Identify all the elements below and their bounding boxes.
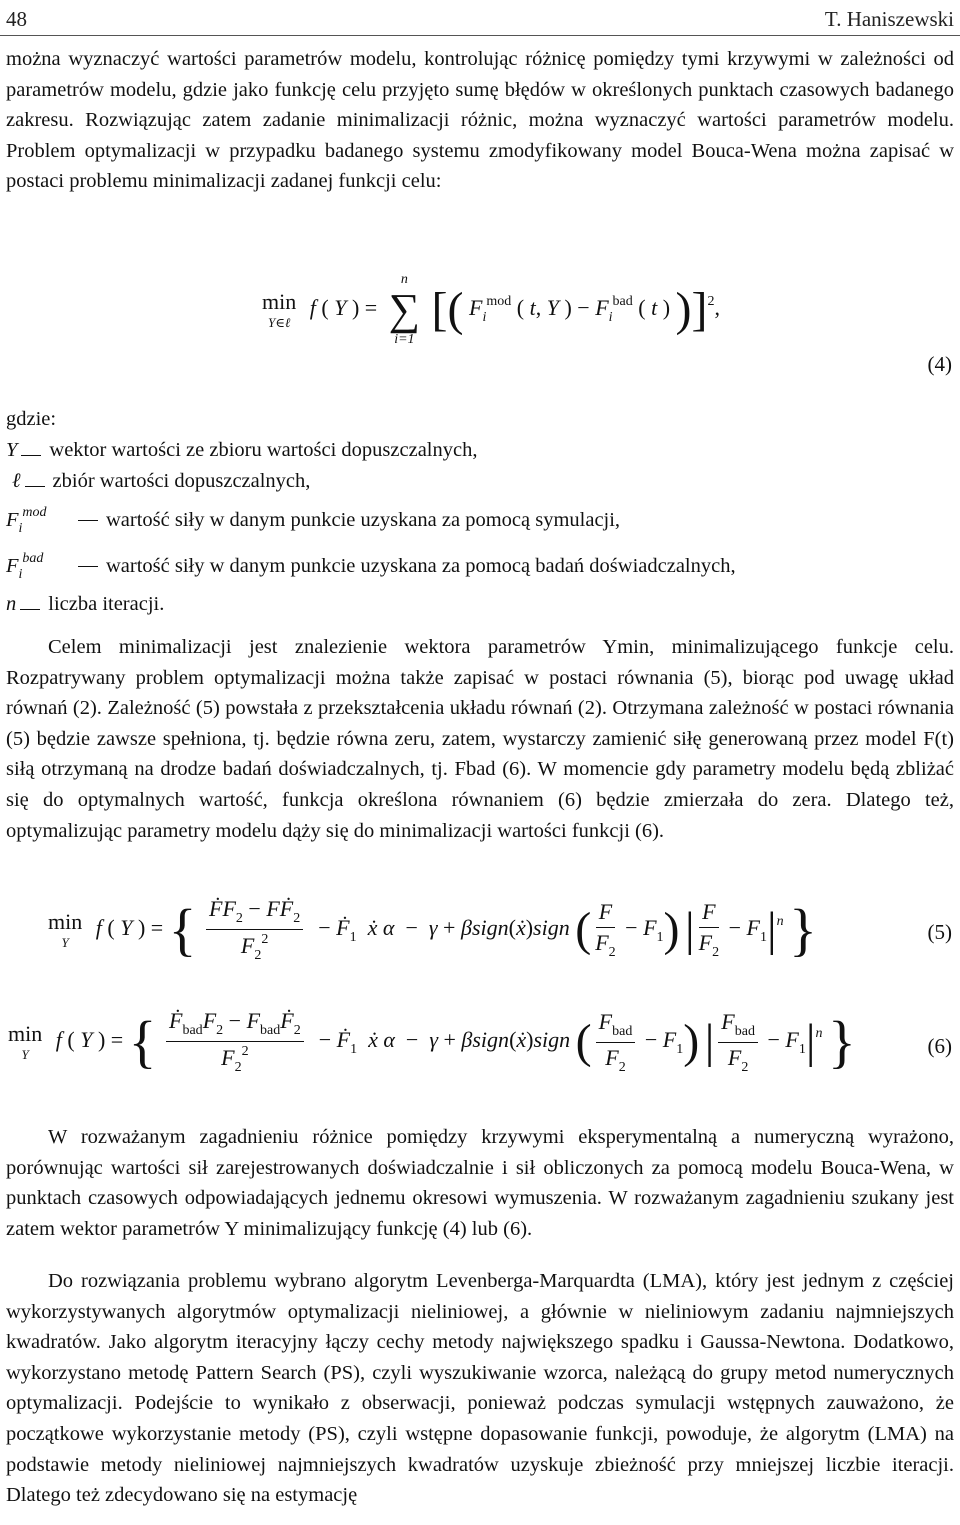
- paragraph-2: Celem minimalizacji jest znalezienie wektora parametrów Ymin, minimalizującego funkcje celu. Rozpatrywany problem optymalizacji można także zapisać w postaci równania (5), biorąc pod uwagę układ równań (2). Zależność (5) powstała z przekształcenia układu równań (2). Otrzymana zależność w postaci równania (5) będzie zawsze spełniona, tj. będzie równa zeru, zatem, wystarczy zamienić siłę generowaną przez model F(t) siłą otrzymaną na drodze badań doświadczalnych, tj. Fbad (6). W momencie gdy parametry modelu będą zbliżać się do optymalnych wartość, funkcja określona równaniem (6) będzie zmierzała do zera. Dlatego też, optymalizując parametry modelu dąży się do minimalizacji wartości funkcji (6).: [6, 636, 954, 842]
- definition-text: wektor wartości ze zbioru wartości dopuszczalnych,: [49, 439, 478, 461]
- min-operator: min Y∈ℓ: [262, 289, 297, 330]
- definition-text: wartość siły w danym punkcie uzyskana za pomocą symulacji,: [106, 508, 621, 531]
- equation-6-number: (6): [927, 1034, 952, 1058]
- definition-fmod: [6, 497, 954, 543]
- equation-4: min Y∈ℓ f ( Y ) = n ∑ i=1 [( $F_i^{mod}$ ( t, Y ) − $F_i^{bad}$ ( t ) )]$^2$,: [262, 272, 720, 347]
- sum-operator: n ∑ i=1: [388, 272, 421, 347]
- header-author: T. Haniszewski: [824, 7, 954, 31]
- gdzie-label: gdzie:: [6, 408, 57, 430]
- definition-symbol: F: [6, 508, 19, 531]
- definition-n: [6, 589, 954, 620]
- definition-sup: mod: [22, 504, 47, 520]
- equation-5-number: (5): [927, 920, 952, 944]
- page-number: 48: [6, 7, 27, 31]
- definition-fbad: [6, 543, 954, 589]
- header-rule: [0, 35, 960, 36]
- definition-symbol: ℓ: [12, 470, 21, 492]
- definition-symbol: F: [6, 554, 19, 577]
- definition-l: [6, 466, 954, 497]
- definition-y: [6, 435, 954, 466]
- definition-sup: bad: [22, 550, 44, 566]
- equation-4-number: (4): [927, 352, 952, 376]
- page-header: [6, 2, 954, 32]
- definition-text: wartość siły w danym punkcie uzyskana za pomocą badań doświadczalnych,: [106, 554, 736, 577]
- definition-sub: i: [18, 566, 23, 582]
- paragraph-1: można wyznaczyć wartości parametrów modelu, kontrolując różnicę pomiędzy tymi krzywymi w zależności od parametrów modelu, gdzie jako funkcję celu przyjęto sumę błędów w określonych punktach czasowych badanego zakresu. Rozwiązując zatem zadanie minimalizacji różnic, można wyznaczyć wartości parametrów modelu. Problem optymalizacji w przypadku badanego systemu zmodyfikowany model Bouca-Wena można zapisać w postaci problemu minimalizacji zadanej funkcji celu:: [6, 48, 954, 193]
- equation-5: min Y f ( Y ) = { $\frac{ḞF_2 - FḞ_2}{F_2^2}$ − Ḟ$_1$ ẋ α − γ + βsign(ẋ)sign ( $\frac{F}{F_2}$ − $F_1$) | $\frac{F}{F_2}$ − $F_1|^n$ }: [48, 896, 817, 963]
- paragraph-3: W rozważanym zagadnieniu różnice pomiędzy krzywymi eksperymentalną a numeryczną wyrażono, porównując wartości sił zarejestrowanych doświadczalnie i sił obliczonych za pomocą modelu Bouca-Wena, w punktach czasowych odpowiadających jednemu okresowi wymuszenia. W rozważanym zagadnieniu szukany jest zatem wektor parametrów Y minimalizujący funkcję (4) lub (6).: [6, 1126, 954, 1240]
- paragraph-4: Do rozwiązania problemu wybrano algorytm Levenberga-Marquardta (LMA), który jest jednym z częściej wykorzystywanych algorytmów optymalizacji nieliniowej, a głównie w nieliniowym zadaniu najmniejszych kwadratów. Jako algorytm iteracyjny łączy cechy metody największego spadku i Gaussa-Newtona. Dodatkowo, wykorzystano metodę Pattern Search (PS), czyli wyszukiwanie wzorca, należącą do grupy metod numerycznych optymalizacji. Podejście to wynikało z obserwacji, ponieważ podczas symulacji wstępnych zauważono, że początkowe wykorzystanie metody (PS), czyli wstępne dopasowanie funkcji, powoduje, że algorytm (LMA) na podstawie metody nieliniowej najmniejszych kwadratów uzyskuje zbieżność przy mniejszej liczbie iteracji. Dlatego też zdecydowano się na estymację: [6, 1270, 954, 1507]
- equation-6: min Y f ( Y ) = { $\frac{Ḟ_{bad}F_2 - F_{bad}Ḟ_2}{F_2^2}$ − Ḟ$_1$ ẋ α − γ + βsign(ẋ)sign ( $\frac{F_{bad}}{F_2}$ − $F_1$) | $\frac{F_{bad}}{F_2}$ − $F_1|^n$ }: [8, 1008, 856, 1075]
- definition-text: zbiór wartości dopuszczalnych,: [52, 470, 311, 492]
- definition-text: liczba iteracji.: [48, 593, 165, 615]
- definitions-block: [6, 404, 954, 620]
- definition-symbol: n: [6, 593, 17, 615]
- definition-symbol: Y: [6, 439, 18, 461]
- definition-sub: i: [18, 520, 23, 536]
